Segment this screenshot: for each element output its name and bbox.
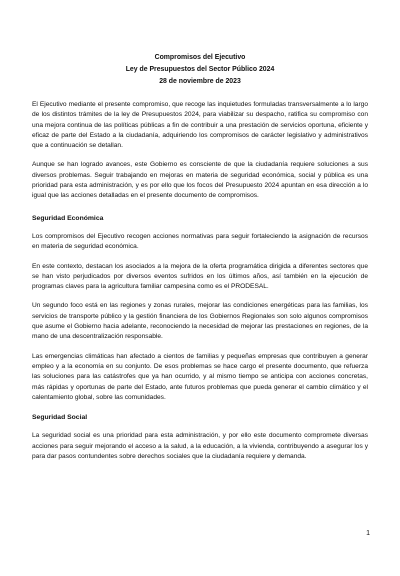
seguridad-economica-paragraph-3: Un segundo foco está en las regiones y zonas rurales, mejorar las condiciones energéticas para las familias, los servicios de transporte público y la gestión financiera de los Gobiernos Regionales son solo algunos compromisos que asume el Gobierno hacia adelante, reconociendo la necesidad de mejorar las prestaciones en regiones, de la mano de una descentralización responsable. (32, 302, 368, 341)
section-heading-seguridad-economica: Seguridad Económica (32, 214, 104, 222)
seguridad-economica-paragraph-2: En este contexto, destacan los asociados a la mejora de la oferta programática dirigida a diferentes sectores que se han visto perjudicados por diversos eventos sufridos en los últimos años, así también en la ejecución de programas claves para la agricultura familiar campesina como es el PRODESAL. (32, 262, 368, 291)
seguridad-economica-paragraph-4: Las emergencias climáticas han afectado a cientos de familias y pequeñas empresas que contribuyen a generar empleo y a la economía en su conjunto. De esos problemas se hace cargo el presente documento, que refuerza las soluciones para las catástrofes que ya han ocurrido, y al mismo tiempo se anticipa con acciones concretas, más rápidas y oportunas de parte del Estado, ante futuros problemas que pueda generar el cambio climático y el calentamiento global, sobre las comunidades. (32, 352, 368, 401)
intro-paragraph-1: El Ejecutivo mediante el presente compromiso, que recoge las inquietudes formuladas transversalmente a lo largo de los distintos trámites de la ley de Presupuestos 2024, para viabilizar su despacho, ratifica su compromiso con una mejora continua de las políticas públicas a fin de contribuir a una prestación de servicios oportuna, eficiente y eficaz de parte del Estado a la ciudadanía, adquiriendo los compromisos de carácter legislativo y administrativos que a continuación se detallan. (32, 101, 368, 150)
document-subtitle: Ley de Presupuestos del Sector Público 2024 (125, 66, 275, 73)
seguridad-social-paragraph-1: La seguridad social es una prioridad para esta administración, y por ello este documento compromete diversas acciones para seguir mejorando el acceso a la salud, a la educación, a la vivienda, contribuyendo a asegurar los y para dar pasos contundentes sobre derechos sociales que la ciudadanía requiere y demanda. (32, 432, 368, 461)
document-date: 28 de noviembre de 2023 (159, 78, 241, 85)
intro-paragraph-2: Aunque se han logrado avances, este Gobierno es consciente de que la ciudadanía requiere soluciones a sus diversos problemas. Seguir trabajando en mejoras en materia de seguridad económica, social y pública es una prioridad para esta administración, y es por ello que los focos del Presupuesto 2024 apuntan en esa dirección a lo igual que las acciones detalladas en el presente documento de compromisos. (32, 161, 368, 200)
seguridad-economica-paragraph-1: Los compromisos del Ejecutivo recogen acciones normativas para seguir fortaleciendo la asignación de recursos en materia de seguridad económica. (32, 232, 368, 251)
document-title: Compromisos del Ejecutivo (154, 54, 246, 61)
page-number: 1 (366, 530, 370, 537)
document-header (0, 52, 400, 88)
document-body (32, 100, 368, 462)
section-heading-seguridad-social: Seguridad Social (32, 414, 88, 422)
